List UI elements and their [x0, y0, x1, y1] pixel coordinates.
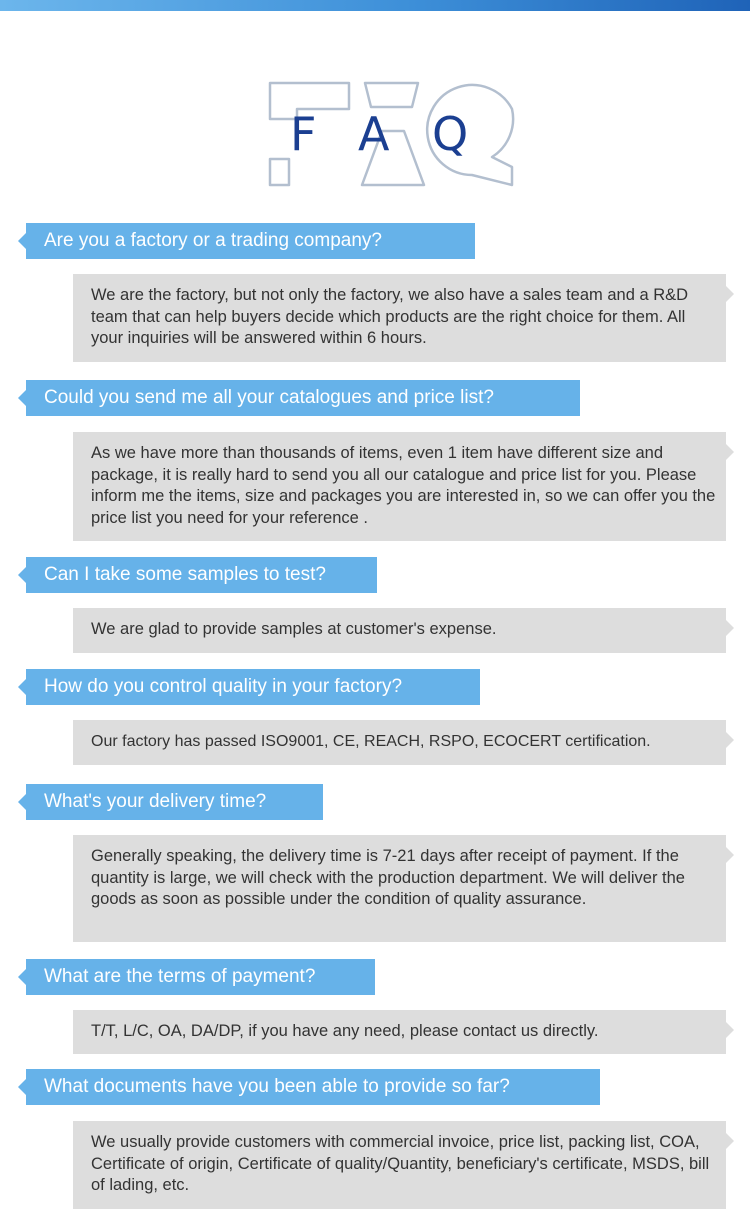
logo-letter-q: Q	[432, 107, 469, 161]
logo-letter-a: A	[358, 107, 390, 161]
faq-answer-4: Our factory has passed ISO9001, CE, REACH, RSPO, ECOCERT certification.	[73, 720, 726, 765]
faq-question-3: Can I take some samples to test?	[26, 557, 377, 593]
logo-letter-f: F	[290, 107, 317, 161]
faq-question-5: What's your delivery time?	[26, 784, 323, 820]
faq-answer-1: We are the factory, but not only the factory, we also have a sales team and a R&D team that can help buyers decide which products are the right choice for them. All your inquiries will be answered within 6 hours.	[73, 274, 726, 362]
faq-answer-5: Generally speaking, the delivery time is 7-21 days after receipt of payment. If the quantity is large, we will check with the production department. We will deliver the goods as soon as possible under the condition of quality assurance.	[73, 835, 726, 942]
faq-question-4: How do you control quality in your factory?	[26, 669, 480, 705]
top-accent-bar	[0, 0, 750, 11]
faq-answer-7: We usually provide customers with commercial invoice, price list, packing list, COA, Certificate of origin, Certificate of quality/Quantity, beneficiary's certificate, MSDS, bill of lading, etc.	[73, 1121, 726, 1209]
faq-question-7: What documents have you been able to provide so far?	[26, 1069, 600, 1105]
faq-question-2: Could you send me all your catalogues and price list?	[26, 380, 580, 416]
faq-answer-2: As we have more than thousands of items, even 1 item have different size and package, it is really hard to send you all our catalogue and price list for you. Please inform me the items, size and packages you are interested in, so we can offer you the price list you need for your reference .	[73, 432, 726, 541]
faq-answer-6: T/T, L/C, OA, DA/DP, if you have any need, please contact us directly.	[73, 1010, 726, 1054]
faq-question-6: What are the terms of payment?	[26, 959, 375, 995]
faq-logo	[267, 104, 517, 164]
faq-answer-3: We are glad to provide samples at customer's expense.	[73, 608, 726, 653]
faq-question-1: Are you a factory or a trading company?	[26, 223, 475, 259]
